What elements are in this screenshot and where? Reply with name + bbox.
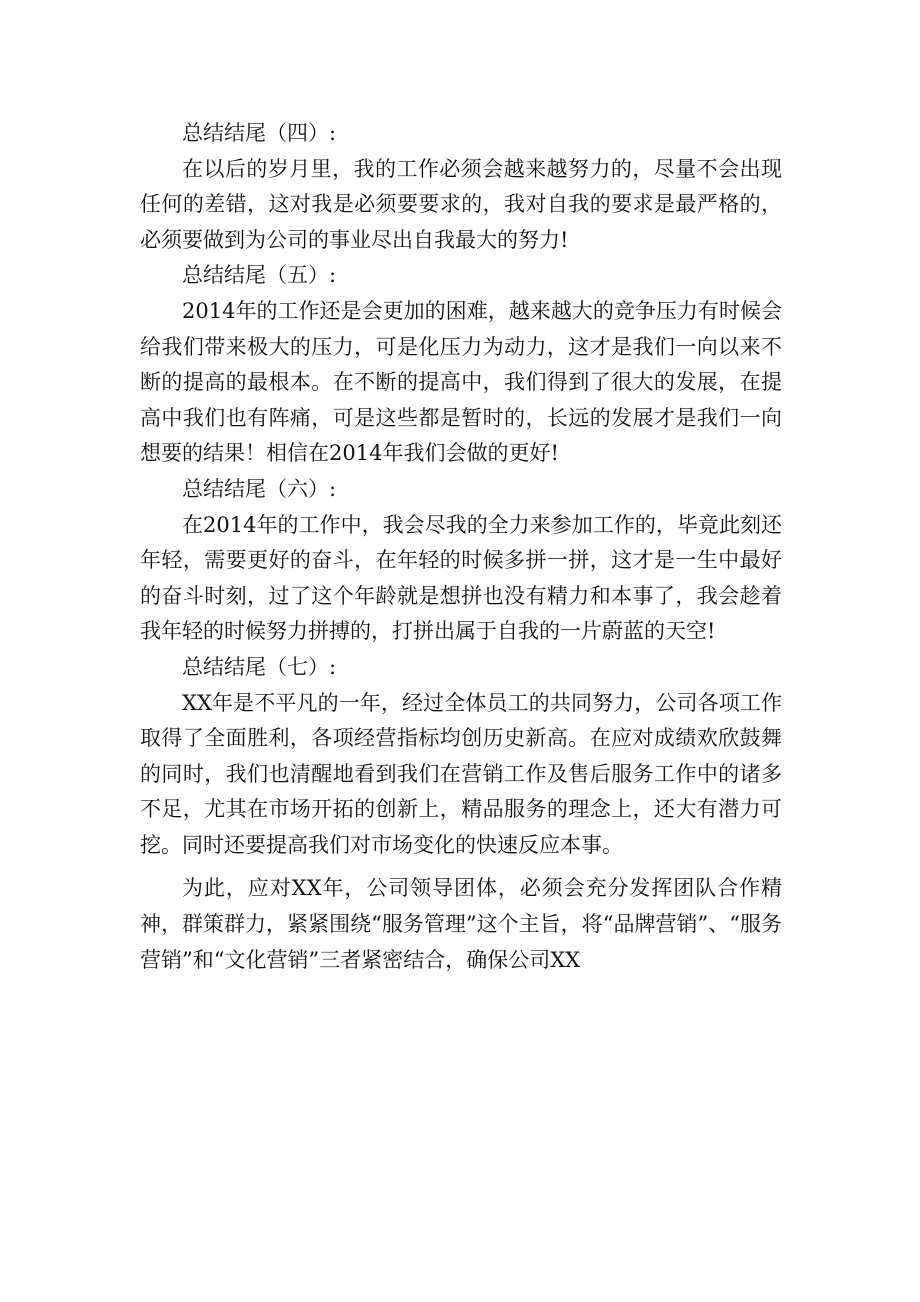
section-heading-4: 总结结尾（四）: <box>182 121 337 145</box>
document-page <box>140 116 782 978</box>
section-heading-6: 总结结尾（六）: <box>182 476 337 501</box>
paragraph: 在以后的岁月里，我的工作必须会越来越努力的，尽量不会出现任何的差错，这对我是必须要要求的，我对自我的要求是最严格的，必须要做到为公司的事业尽出自我最大的努力! <box>140 156 782 252</box>
paragraph: XX年是不平凡的一年，经过全体员工的共同努力，公司各项工作取得了全面胜利，各项经营指标均创历史新高。在应对成绩欢欣鼓舞的同时，我们也清醒地看到我们在营销工作及售后服务工作中的诸多不足，尤其在市场开拓的创新上，精品服务的理念上，还大有潜力可挖。同时还要提高我们对市场变化的快速反应本事。 <box>140 690 782 857</box>
paragraph: 2014年的工作还是会更加的困难，越来越大的竞争压力有时候会给我们带来极大的压力，可是化压力为动力，这才是我们一向以来不断的提高的最根本。在不断的提高中，我们得到了很大的发展，在提高中我们也有阵痛，可是这些都是暂时的，长远的发展才是我们一向想要的结果！相信在2014年我们会做的更好! <box>140 298 782 466</box>
section-heading-7: 总结结尾（七）: <box>182 654 337 679</box>
paragraph: 为此，应对XX年，公司领导团体，必须会充分发挥团队合作精神，群策群力，紧紧围绕“服务管理”这个主旨，将“品牌营销”、“服务营销”和“文化营销”三者紧密结合，确保公司XX <box>140 876 782 972</box>
section-heading-5: 总结结尾（五）: <box>182 263 337 288</box>
paragraph: 在2014年的工作中，我会尽我的全力来参加工作的，毕竟此刻还年轻，需要更好的奋斗，在年轻的时候多拼一拼，这才是一生中最好的奋斗时刻，过了这个年龄就是想拼也没有精力和本事了，我会趁着我年轻的时候努力拼搏的，打拼出属于自我的一片蔚蓝的天空! <box>140 512 782 644</box>
